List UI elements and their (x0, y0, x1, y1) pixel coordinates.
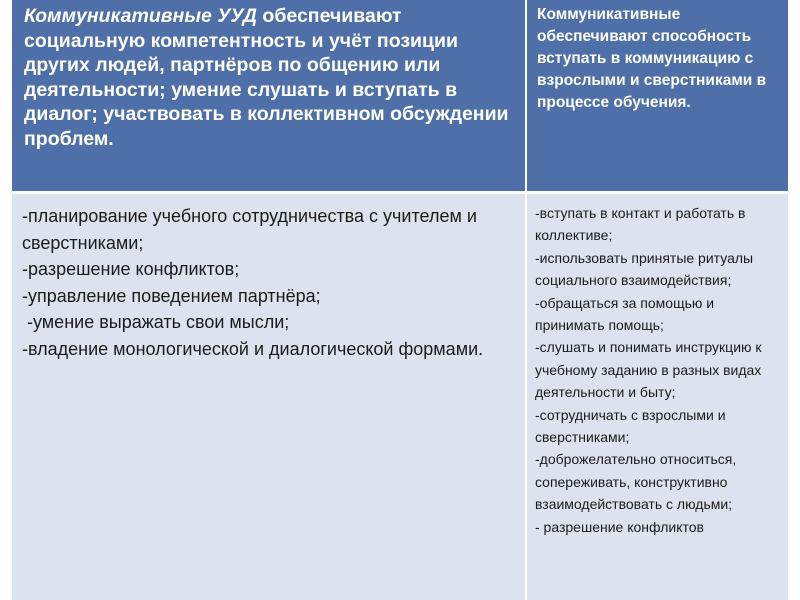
list-item: -владение монологической и диалогической формами. (22, 338, 484, 359)
header-cell-left (12, 0, 527, 191)
list-item: -обращаться за помощью и принимать помощь; (535, 294, 718, 334)
body-cell-left (12, 191, 527, 600)
list-item: -сотрудничать с взрослыми и сверстниками; (535, 406, 730, 446)
list-item: -умение выражать свои мысли; (22, 312, 290, 332)
list-item: -слушать и понимать инструкцию к учебному заданию в разных видах деятельности и быту; (535, 339, 766, 401)
table-grid (12, 0, 788, 600)
header-right-text: Коммуникативные обеспечивают способность вступать в коммуникацию с взрослыми и сверстниками в процессе обучения. (537, 6, 767, 111)
list-item: -доброжелательно относиться, сопереживать, конструктивно взаимодействовать с людьми; (535, 451, 741, 513)
list-item: - разрешение конфликтов (535, 518, 704, 535)
list-item: -использовать принятые ритуалы социального взаимодействия; (535, 249, 757, 289)
body-cell-right (527, 191, 788, 600)
header-cell-right (527, 0, 788, 191)
list-item: -планирование учебного сотрудничества с учителем и сверстниками; (22, 206, 482, 253)
header-left-text: обеспечивают социальную компетентность и учёт позиции других людей, партнёров по общению или деятельности; умение слушать и вступать в диалог; участвовать в коллективном обсуждении проблем. (24, 5, 509, 150)
list-item: -вступать в контакт и работать в коллективе; (535, 205, 750, 244)
header-left-emphasis: Коммуникативные УУД (24, 5, 257, 27)
uud-table (12, 0, 788, 600)
list-item: -управление поведением партнёра; (22, 285, 321, 306)
list-item: -разрешение конфликтов; (22, 259, 240, 279)
